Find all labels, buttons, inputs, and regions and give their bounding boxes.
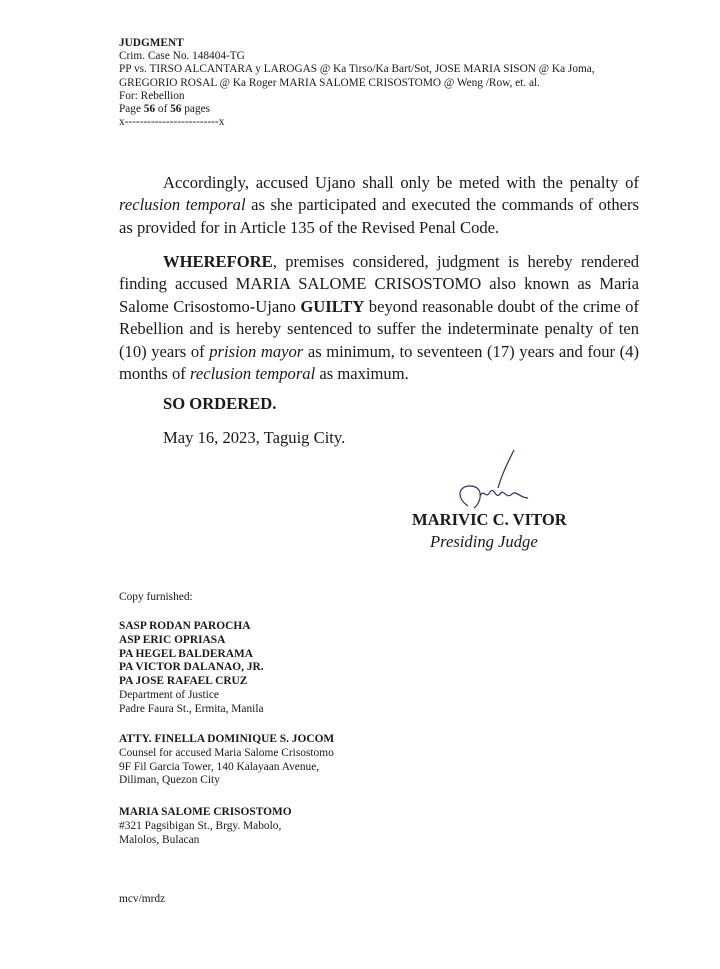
page-indicator: Page 56 of 56 pages [119, 103, 210, 116]
penalty-paragraph: Accordingly, accused Ujano shall only be meted with the penalty of reclusion temporal as she participated and executed the commands of others as provided for in Article 135 of the Revised Penal Code. [119, 173, 639, 237]
parties-line-2: GREGORIO ROSAL @ Ka Roger MARIA SALOME CRISOSTOMO @ Weng /Row, et. al. [119, 76, 540, 89]
case-subject: For: Rebellion [119, 89, 185, 102]
recipient-address: Malolos, Bulacan [119, 833, 200, 846]
recipient-block-doj [119, 620, 264, 717]
recipient-address: #321 Pagsibigan St., Brgy. Mabolo, [119, 819, 282, 832]
recipient-name: MARIA SALOME CRISOSTOMO [119, 806, 292, 818]
header-title: JUDGMENT [119, 37, 184, 49]
document-header [119, 37, 639, 129]
judge-title: Presiding Judge [430, 532, 538, 551]
reference-initials: mcv/mrdz [119, 893, 166, 905]
recipient-name: PA VICTOR DALANAO, JR. [119, 661, 264, 674]
recipient-address: Diliman, Quezon City [119, 774, 220, 787]
case-number: Crim. Case No. 148404-TG [119, 50, 245, 63]
recipient-block-accused [119, 806, 292, 847]
so-ordered: SO ORDERED. [163, 394, 277, 413]
page-current: 56 [143, 103, 156, 116]
header-separator: x-------------------------x [119, 116, 225, 129]
recipient-name: ATTY. FINELLA DOMINIQUE S. JOCOM [119, 733, 335, 745]
recipient-name: PA HEGEL BALDERAMA [119, 647, 253, 660]
copy-furnished-label: Copy furnished: [119, 591, 193, 603]
recipient-name: ASP ERIC OPRIASA [119, 633, 226, 646]
recipient-address: 9F Fil Garcia Tower, 140 Kalayaan Avenue, [119, 760, 320, 773]
recipient-name: SASP RODAN PAROCHA [119, 620, 251, 632]
page-total: 56 [170, 103, 182, 116]
recipient-name: PA JOSE RAFAEL CRUZ [119, 675, 248, 688]
recipient-address: Padre Faura St., Ermita, Manila [119, 702, 264, 715]
date-place: May 16, 2023, Taguig City. [163, 428, 346, 447]
judge-name: MARIVIC C. VITOR [412, 510, 567, 529]
dispositive-paragraph: WHEREFORE, premises considered, judgment is hereby rendered finding accused MARIA SALOME CRISOSTOMO also known as Maria Salome Crisostomo-Ujano GUILTY beyond reasonable doubt of the crime of Rebellion and is hereby sentenced to suffer the indeterminate penalty of ten (10) years of prision mayor as minimum, to seventeen (17) years and four (4) months of reclusion temporal as maximum. [119, 252, 639, 384]
recipient-office: Department of Justice [119, 688, 219, 701]
recipient-role: Counsel for accused Maria Salome Crisostomo [119, 746, 334, 759]
parties-line-1: PP vs. TIRSO ALCANTARA y LAROGAS @ Ka Tirso/Ka Bart/Sot, JOSE MARIA SISON @ Ka Joma, [119, 63, 595, 76]
recipient-block-counsel [119, 733, 334, 788]
